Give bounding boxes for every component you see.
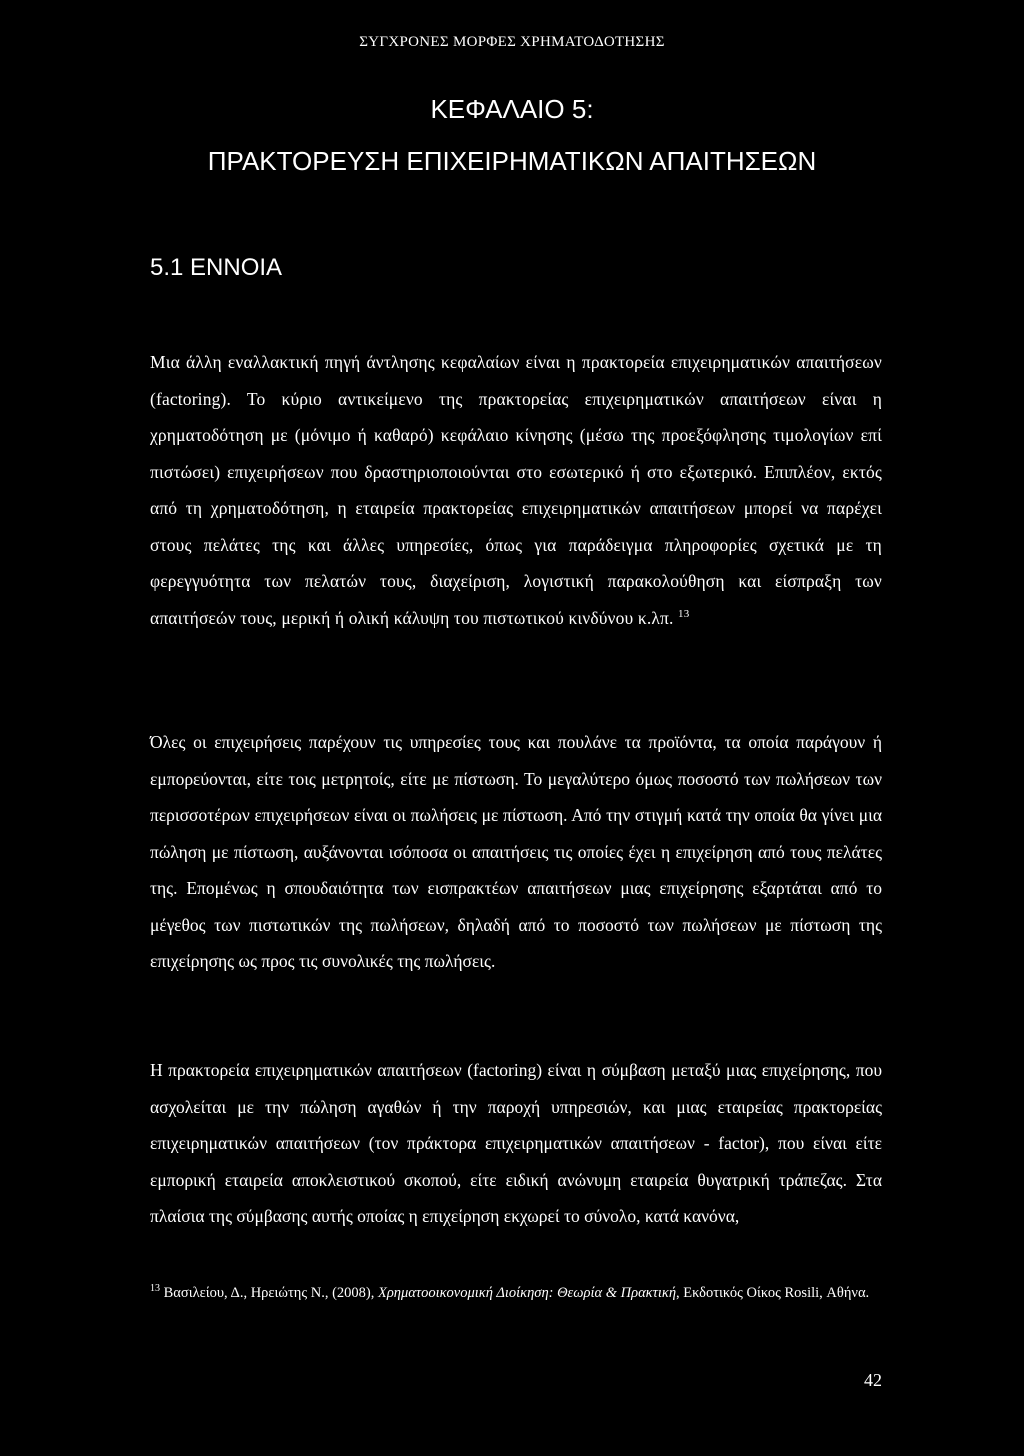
- body-paragraph-2: Όλες οι επιχειρήσεις παρέχουν τις υπηρεσίες τους και πουλάνε τα προϊόντα, τα οποία παράγουν ή εμπορεύονται, είτε τοις μετρητοίς, είτε με πίστωση. Το μεγαλύτερο όμως ποσοστό των πωλήσεων των περισσοτέρων επιχειρήσεων είναι οι πωλήσεις με πίστωση. Από την στιγμή κατά την οποία θα γίνει μια πώληση με πίστωση, αυξάνονται ισόποσα οι απαιτήσεις τις οποίες έχει η επιχείρηση από τους πελάτες της. Επομένως η σπουδαιότητα των εισπρακτέων απαιτήσεων μιας επιχείρησης εξαρτάται από το μέγεθος των πιστωτικών της πωλήσεων, δηλαδή από το ποσοστό των πωλήσεων με πίστωση της επιχείρησης ως προς τις συνολικές της πωλήσεις.: [150, 732, 882, 971]
- chapter-label: ΚΕΦΑΛΑΙΟ 5:: [430, 94, 594, 124]
- footnote-reference: 13: [678, 607, 690, 620]
- footnote: [150, 1282, 882, 1304]
- footnote-book-title: Χρηματοοικονομική Διοίκηση: Θεωρία & Πρακτική: [377, 1285, 677, 1301]
- paragraph-1-text: Μια άλλη εναλλακτική πηγή άντλησης κεφαλαίων είναι η πρακτορεία επιχειρηματικών απαιτήσεων (factoring). Το κύριο αντικείμενο της πρακτορείας επιχειρηματικών απαιτήσεων είναι η χρηματοδότηση με (μόνιμο ή καθαρό) κεφάλαιο κίνησης (μέσω της προεξόφλησης τιμολογίων επί πιστώσει) επιχειρήσεων που δραστηριοποιούνται στο εσωτερικό ή στο εξωτερικό. Επιπλέον, εκτός από τη χρηματοδότηση, η εταιρεία πρακτορείας επιχειρηματικών απαιτήσεων μπορεί να παρέχει στους πελάτες της και άλλες υπηρεσίες, όπως για παράδειγμα πληροφορίες σχετικά με τη φερεγγυότητα των πελατών τους, διαχείριση, λογιστική παρακολούθηση και είσπραξη των απαιτήσεών τους, μερική ή ολική κάλυψη του πιστωτικού κινδύνου κ.λπ.: [150, 352, 882, 628]
- footnote-publisher: , Εκδοτικός Οίκος Rosili, Αθήνα.: [676, 1285, 870, 1301]
- chapter-title: ΠΡΑΚΤΟΡΕΥΣΗ ΕΠΙΧΕΙΡΗΜΑΤΙΚΩΝ ΑΠΑΙΤΗΣΕΩΝ: [207, 146, 817, 176]
- footnote-authors: Βασιλείου, Δ., Ηρειώτης Ν., (2008),: [163, 1285, 378, 1301]
- section-heading: 5.1 ΕΝΝΟΙΑ: [150, 254, 283, 281]
- page-number: 42: [864, 1370, 882, 1390]
- running-header: ΣΥΓΧΡΟΝΕΣ ΜΟΡΦΕΣ ΧΡΗΜΑΤΟΔΟΤΗΣΗΣ: [359, 34, 665, 50]
- body-paragraph-3: Η πρακτορεία επιχειρηματικών απαιτήσεων (factoring) είναι η σύμβαση μεταξύ μιας επιχείρησης, που ασχολείται με την πώληση αγαθών ή την παροχή υπηρεσιών, και μιας εταιρείας πρακτορείας επιχειρηματικών απαιτήσεων (τον πράκτορα επιχειρηματικών απαιτήσεων - factor), που είναι είτε εμπορική εταιρεία αποκλειστικού σκοπού, είτε ειδική ανώνυμη εταιρεία θυγατρική τράπεζας. Στα πλαίσια της σύμβασης αυτής οποίας η επιχείρηση εκχωρεί το σύνολο, κατά κανόνα,: [150, 1060, 882, 1226]
- footnote-mark: 13: [150, 1283, 160, 1294]
- body-paragraph-1: [150, 344, 882, 636]
